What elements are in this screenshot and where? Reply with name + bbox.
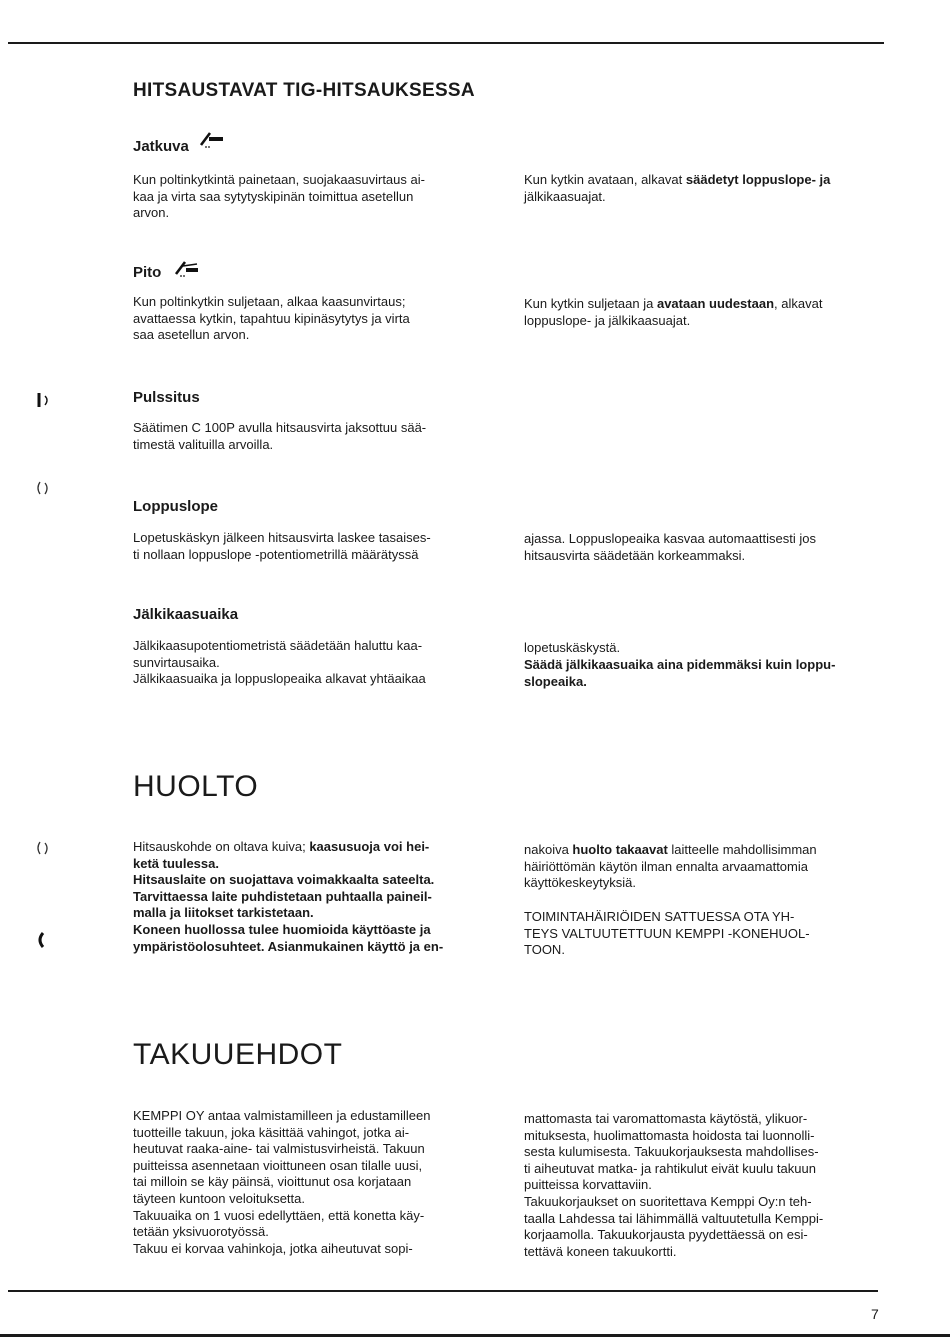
takuuehdot-text-left: KEMPPI OY antaa valmistamilleen ja edustamilleen tuotteille takuun, joka käsittää vahingot, jotka ai- heutuvat raaka-aine- tai valmistusvirheistä. Takuun puitteissa asennetaan vioittuneen osan tilalle uusi, tai milloin se käy päinsä, vioittunut osa korjataan täyteen kuntoon veloituksetta. Takuuaika on 1 vuosi edellyttäen, että konetta käy- tetään yksivuorotyössä. Takuu ei korvaa vahinkoja, jotka aiheutuvat sopi-: [133, 1108, 431, 1256]
torch-trigger-icon: [198, 130, 224, 148]
loppuslope-heading: Loppuslope: [133, 498, 218, 515]
jatkuva-heading: Jatkuva: [133, 138, 189, 155]
jatkuva-text-right: [524, 172, 886, 205]
jatkuva-text-left: Kun poltinkytkintä painetaan, suojakaasuvirtaus ai- kaa ja virta saa sytytyskipinän toimittua asetellun arvon.: [133, 172, 425, 221]
takuuehdot-text-right: mattomasta tai varomattomasta käytöstä, ylikuor- mituksesta, huolimattomasta hoidosta tai luonnolli- sesta kulumisesta. Takuukorjauksesta mahdollises- ti aiheutuvat matka- ja rahtikulut eivät kuulu takuun puitteissa korvattaviin. Takuukorjaukset on suoritettava Kemppi Oy:n teh- taalla Lahdessa tai lähimmällä valtuutetulla Kemppi- korjaamolla. Takuukorjausta pyydettäessä on esi- tettävä koneen takuukortti.: [524, 1111, 824, 1259]
margin-mark-icon: [34, 478, 52, 498]
loppuslope-text-left: Lopetuskäskyn jälkeen hitsausvirta laskee tasaises- ti nollaan loppuslope -potentiometrillä määrätyssä: [133, 530, 431, 562]
pulssitus-text: Säätimen C 100P avulla hitsausvirta jaksottuu sää- timestä valituilla arvoilla.: [133, 420, 427, 452]
page-title: HITSAUSTAVAT TIG-HITSAUKSESSA: [133, 80, 475, 101]
jalkikaasuaika-note: Säädä jälkikaasuaika aina pidemmäksi kuin loppu- slopeaika.: [524, 657, 836, 689]
top-rule: [8, 42, 884, 44]
loppuslope-text-right: ajassa. Loppuslopeaika kasvaa automaattisesti jos hitsausvirta säädetään korkeammaksi.: [524, 531, 816, 563]
jalkikaasuaika-heading: Jälkikaasuaika: [133, 606, 239, 623]
huolto-text-right: [524, 842, 886, 892]
margin-mark-icon: [34, 838, 52, 858]
jalkikaasuaika-text-right: lopetuskäskystä.: [524, 640, 621, 655]
huolto-right-a: nakoiva: [524, 842, 573, 857]
huolto-right-c: laitteelle mahdollisimman häiriöttömän käytön ilman ennalta arvaamattomia käyttökeskeytyksiä.: [524, 842, 817, 891]
takuuehdot-heading: TAKUUEHDOT: [133, 1038, 343, 1071]
huolto-left-b: kaasusuoja voi hei- ketä tuulessa. Hitsauslaite on suojattava voimakkaalta sateelta. Tarvittaessa laite puhdistetaan puhtaalla paineil- malla ja liitokset tarkistetaan. Koneen huollossa tulee huomioida käyttöaste ja ympäristöolosuhteet. Asianmukainen käyttö ja en-: [133, 839, 444, 954]
pito-right-a: Kun kytkin suljetaan ja: [524, 296, 657, 311]
jatkuva-right-c: jälkikaasuajat.: [524, 188, 606, 204]
jalkikaasuaika-text-left: Jälkikaasupotentiometristä säädetään haluttu kaa- sunvirtausaika. Jälkikaasuaika ja loppuslopeaika alkavat yhtäaikaa: [133, 638, 426, 687]
jatkuva-right-a: Kun kytkin avataan, alkavat: [524, 172, 686, 187]
huolto-service-notice: TOIMINTAHÄIRIÖIDEN SATTUESSA OTA YH- TEYS VALTUUTETTUUN KEMPPI -KONEHUOL- TOON.: [524, 909, 810, 958]
page-edge-rule: [0, 1334, 950, 1337]
huolto-heading: HUOLTO: [133, 770, 259, 803]
pito-right-c: , alkavat loppuslope- ja jälkikaasuajat.: [524, 296, 823, 328]
huolto-right-b: huolto takaavat: [572, 842, 668, 857]
jatkuva-right-b: säädetyt loppuslope- ja: [685, 172, 831, 187]
pito-right-b: avataan uudestaan: [656, 296, 775, 311]
bottom-rule: [8, 1290, 878, 1292]
pulssitus-heading: Pulssitus: [133, 389, 200, 406]
page-number: 7: [871, 1306, 879, 1322]
margin-mark-icon: [34, 390, 52, 410]
pito-text-right: [524, 296, 886, 329]
pito-heading: Pito: [133, 264, 162, 281]
huolto-text-left: [133, 839, 493, 955]
huolto-left-a: Hitsauskohde on oltava kuiva;: [133, 839, 310, 854]
pito-text-left: Kun poltinkytkin suljetaan, alkaa kaasunvirtaus; avattaessa kytkin, tapahtuu kipinäsytytys ja virta saa asetellun arvon.: [133, 294, 410, 343]
margin-mark-icon: [34, 930, 52, 950]
torch-trigger-latch-icon: [173, 259, 199, 277]
